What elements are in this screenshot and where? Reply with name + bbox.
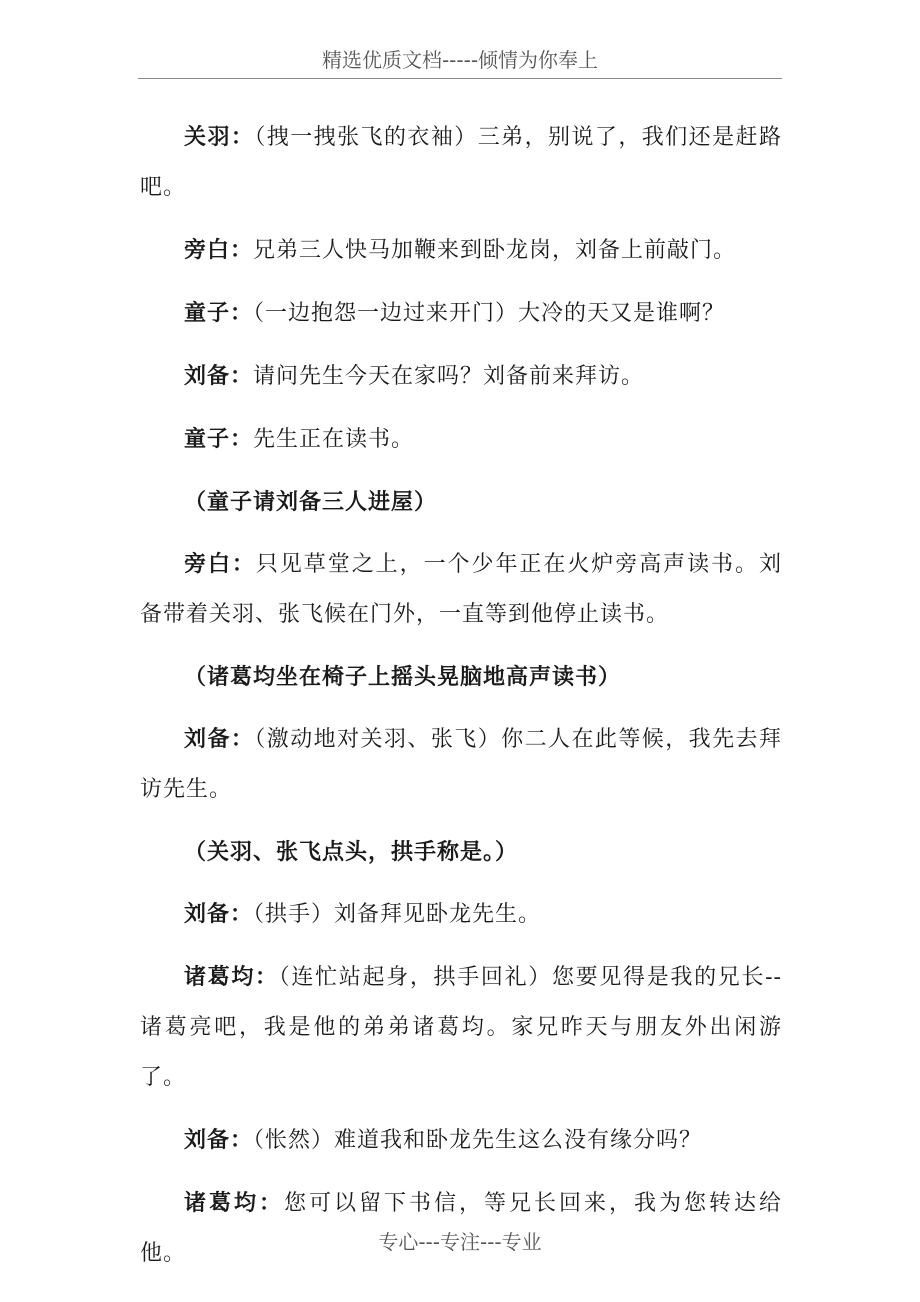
dialogue-text: （拱手）刘备拜见卧龙先生。	[253, 902, 542, 927]
dialogue-text: 请问先生今天在家吗？刘备前来拜访。	[253, 364, 645, 389]
dialogue-text: （怅然）难道我和卧龙先生这么没有缘分吗？	[253, 1128, 703, 1153]
dialogue-line	[140, 112, 782, 213]
document-body	[140, 112, 782, 1291]
speaker-label: 童子：	[184, 300, 254, 326]
stage-direction: （诸葛均坐在椅子上摇头晃脑地高声读书）	[184, 664, 622, 690]
dialogue-line	[140, 414, 782, 465]
dialogue-text: 只见草堂之上，一个少年正在火炉旁高声读书。刘备带着关羽、张飞候在门外，一直等到他停止读书。	[140, 552, 782, 627]
dialogue-line	[140, 288, 782, 339]
stage-direction: （童子请刘备三人进屋）	[184, 489, 438, 515]
speaker-label: 刘备：	[184, 901, 254, 927]
speaker-label: 童子：	[184, 426, 254, 452]
header-divider	[138, 78, 782, 79]
dialogue-text: 先生正在读书。	[253, 427, 415, 452]
dialogue-line	[140, 714, 782, 815]
speaker-label: 关羽：	[184, 124, 255, 150]
dialogue-line	[140, 351, 782, 402]
dialogue-line	[140, 952, 782, 1103]
speaker-label: 刘备：	[184, 1127, 254, 1153]
dialogue-text: （一边抱怨一边过来开门）大冷的天又是谁啊？	[253, 301, 726, 326]
dialogue-line	[140, 539, 782, 640]
dialogue-line	[140, 889, 782, 940]
dialogue-line	[140, 1115, 782, 1166]
speaker-label: 诸葛均：	[184, 1190, 284, 1216]
dialogue-line	[140, 225, 782, 276]
speaker-label: 旁白：	[184, 237, 254, 263]
speaker-label: 诸葛均：	[184, 964, 279, 990]
speaker-label: 旁白：	[184, 551, 256, 577]
speaker-label: 刘备：	[184, 726, 255, 752]
dialogue-text: （拽一拽张飞的衣袖）三弟，别说了，我们还是赶路吧。	[140, 125, 782, 200]
dialogue-text: 兄弟三人快马加鞭来到卧龙岗，刘备上前敲门。	[253, 238, 737, 263]
stage-direction: （关羽、张飞点头，拱手称是。）	[184, 839, 519, 865]
page-header: 精选优质文档-----倾情为你奉上	[321, 48, 599, 72]
dialogue-text: 您可以留下书信，等兄长回来，我为您转达给他。	[140, 1191, 782, 1266]
dialogue-text: （连忙站起身，拱手回礼）您要见得是我的兄长--诸葛亮吧，我是他的弟弟诸葛均。家兄昨天与朋友外出闲游了。	[140, 965, 782, 1090]
dialogue-text: （激动地对关羽、张飞）你二人在此等候，我先去拜访先生。	[140, 727, 782, 802]
speaker-label: 刘备：	[184, 363, 254, 389]
page-footer: 专心---专注---专业	[378, 1230, 542, 1254]
